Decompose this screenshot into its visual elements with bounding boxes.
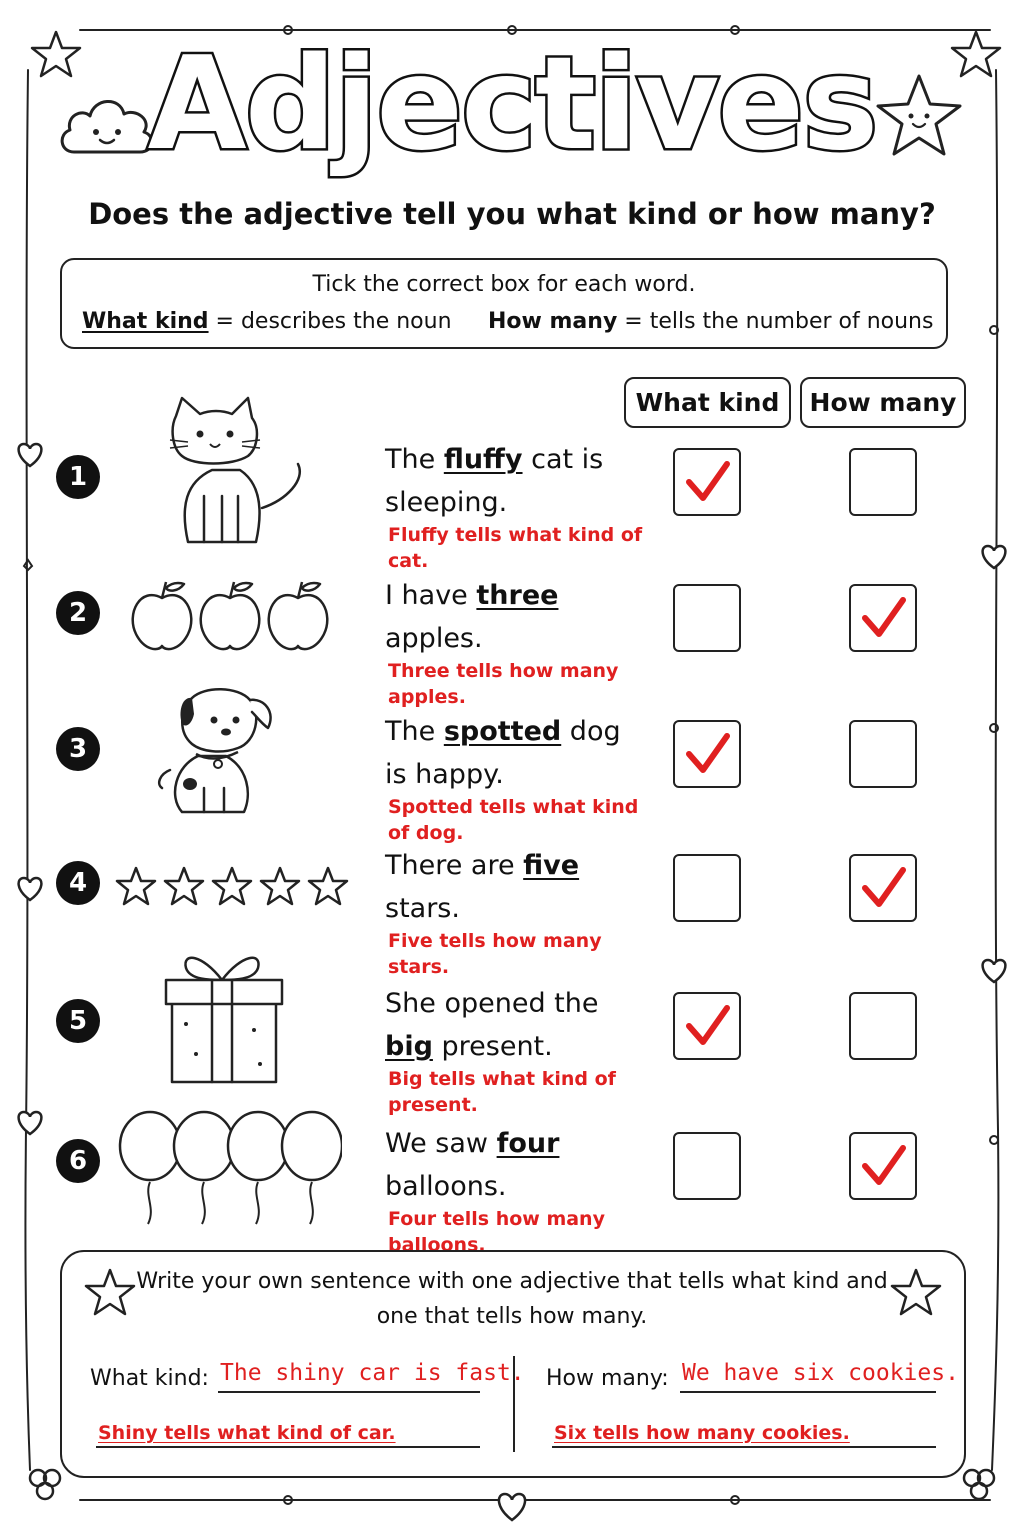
- item-sentence: [385, 982, 598, 1068]
- checkmark-icon: [857, 1140, 909, 1192]
- what-kind-explanation[interactable]: Shiny tells what kind of car.: [98, 1422, 396, 1444]
- prompt-star-icon: [80, 1264, 140, 1324]
- how-many-checkbox[interactable]: [849, 448, 917, 516]
- instructions-line: Tick the correct box for each word.: [312, 272, 696, 297]
- item-sentence: [385, 844, 579, 930]
- sentence-text: sleeping.: [385, 487, 508, 518]
- how-many-label: How many:: [546, 1366, 669, 1391]
- sentence-text: apples.: [385, 623, 483, 654]
- item-sentence: [385, 710, 621, 796]
- sentence-text: balloons.: [385, 1171, 507, 1202]
- write-your-own-box: [60, 1250, 966, 1478]
- item-sentence: [385, 1122, 559, 1208]
- item-number: 2: [56, 591, 100, 635]
- adjective-word: four: [496, 1128, 560, 1159]
- apple-icon: [128, 578, 338, 654]
- sentence-text: dog: [561, 716, 621, 747]
- adjective-word: spotted: [443, 716, 562, 747]
- checkmark-icon: [681, 1000, 733, 1052]
- how-many-definition: [488, 309, 933, 334]
- checkmark-icon: [681, 456, 733, 508]
- item-number: 6: [56, 1139, 100, 1183]
- item-number: 1: [56, 455, 100, 499]
- sentence-text: cat is: [522, 444, 604, 475]
- how-many-checkbox[interactable]: [849, 720, 917, 788]
- sentence-text: is happy.: [385, 759, 504, 790]
- heart-icon: [12, 438, 48, 470]
- item-explanation: Three tells how many apples.: [388, 660, 619, 708]
- what-kind-definition: [82, 309, 452, 334]
- how-many-term: How many: [488, 309, 618, 334]
- what-kind-checkbox[interactable]: [673, 448, 741, 516]
- page-title: Adjectives: [147, 30, 877, 179]
- how-many-checkbox[interactable]: [849, 584, 917, 652]
- what-kind-checkbox[interactable]: [673, 992, 741, 1060]
- answer-line: [96, 1446, 480, 1448]
- star-icon: [114, 864, 354, 910]
- how-many-checkbox[interactable]: [849, 854, 917, 922]
- heart-icon: [976, 540, 1012, 572]
- heart-icon: [492, 1488, 532, 1524]
- checkmark-icon: [857, 862, 909, 914]
- heart-icon: [12, 1106, 48, 1138]
- item-number: 4: [56, 861, 100, 905]
- column-header-how-many: How many: [800, 377, 966, 428]
- sentence-text: The: [385, 716, 444, 747]
- cat-icon: [160, 396, 310, 546]
- what-kind-checkbox[interactable]: [673, 720, 741, 788]
- how-many-answer[interactable]: We have six cookies.: [682, 1360, 959, 1386]
- write-prompt: Write your own sentence with one adjective that tells what kind and one that tells how many.: [136, 1269, 888, 1329]
- what-kind-checkbox[interactable]: [673, 584, 741, 652]
- what-kind-checkbox[interactable]: [673, 1132, 741, 1200]
- item-explanation: Fluffy tells what kind of cat.: [388, 524, 643, 572]
- what-kind-answer[interactable]: The shiny car is fast.: [220, 1360, 525, 1386]
- answer-line: [218, 1391, 480, 1393]
- gift-icon: [162, 944, 286, 1086]
- adjective-word: five: [523, 850, 580, 881]
- item-sentence: [385, 574, 558, 660]
- item-number: 3: [56, 727, 100, 771]
- answer-line: [680, 1391, 936, 1393]
- item-sentence: [385, 438, 603, 524]
- item-explanation: Spotted tells what kind of dog.: [388, 796, 639, 844]
- item-number: 5: [56, 999, 100, 1043]
- column-header-what-kind: What kind: [624, 377, 791, 428]
- sentence-text: There are: [385, 850, 524, 881]
- instructions-box: [60, 258, 948, 349]
- sentence-text: We saw: [385, 1128, 497, 1159]
- sentence-text: present.: [432, 1031, 553, 1062]
- how-many-checkbox[interactable]: [849, 992, 917, 1060]
- dog-icon: [152, 684, 282, 824]
- adjective-word: big: [385, 1031, 433, 1062]
- checkmark-icon: [681, 728, 733, 780]
- corner-clover-icon: [20, 1460, 70, 1510]
- balloon-icon: [116, 1110, 342, 1230]
- adjective-word: fluffy: [443, 444, 523, 475]
- item-explanation: Four tells how many balloons.: [388, 1208, 605, 1256]
- item-explanation: Big tells what kind of present.: [388, 1068, 616, 1116]
- how-many-explanation[interactable]: Six tells how many cookies.: [554, 1422, 850, 1444]
- what-kind-checkbox[interactable]: [673, 854, 741, 922]
- prompt-star-icon: [886, 1264, 946, 1324]
- checkmark-icon: [857, 592, 909, 644]
- heart-icon: [976, 954, 1012, 986]
- item-explanation: Five tells how many stars.: [388, 930, 602, 978]
- what-kind-label: What kind:: [90, 1366, 209, 1391]
- sentence-text: stars.: [385, 893, 460, 924]
- answer-line: [552, 1446, 936, 1448]
- sentence-text: I have: [385, 580, 477, 611]
- heart-icon: [12, 872, 48, 904]
- page-subtitle: Does the adjective tell you what kind or how many?: [88, 197, 936, 231]
- what-kind-term: What kind: [82, 309, 209, 334]
- what-kind-def: = describes the noun: [208, 309, 452, 334]
- how-many-checkbox[interactable]: [849, 1132, 917, 1200]
- sentence-text: She opened the: [385, 988, 599, 1019]
- how-many-def: = tells the number of nouns: [617, 309, 934, 334]
- sentence-text: The: [385, 444, 444, 475]
- adjective-word: three: [476, 580, 559, 611]
